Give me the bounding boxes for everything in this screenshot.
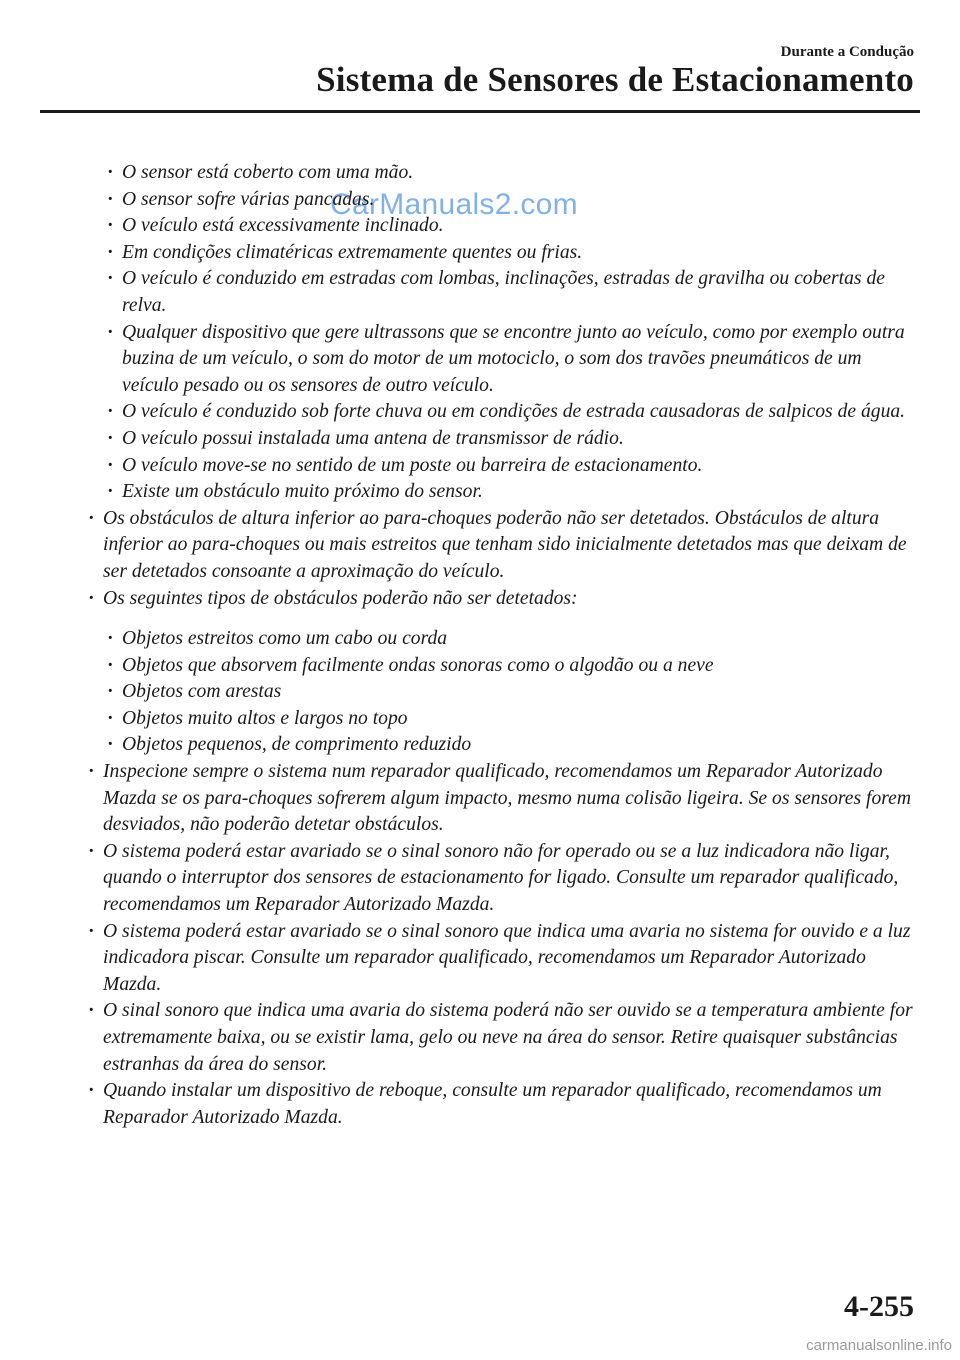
list-item: · Objetos estreitos como um cabo ou corda — [122, 626, 920, 653]
list-item: · Qualquer dispositivo que gere ultrassons que se encontre junto ao veículo, como por exemplo outra buzina de um veículo, o som do motor de um motociclo, o som dos travões pneumáticos de um veículo pesado ou os sensores de outro veículo. — [122, 320, 920, 400]
section-header: Durante a Condução — [780, 44, 914, 60]
list-item: · O veículo possui instalada uma antena de transmissor de rádio. — [122, 426, 920, 453]
list-item: · O veículo move-se no sentido de um poste ou barreira de estacionamento. — [122, 453, 920, 480]
list-item: · Objetos que absorvem facilmente ondas sonoras como o algodão ou a neve — [122, 653, 920, 680]
list-item: · Objetos com arestas — [122, 679, 920, 706]
list-item: · O sensor sofre várias pancadas. — [122, 187, 920, 214]
list-item: · O sistema poderá estar avariado se o sinal sonoro que indica uma avaria no sistema for ouvido e a luz indicadora piscar. Consulte um reparador qualificado, recomendamos um Reparador Autorizado Mazda. — [103, 919, 920, 999]
list-item: · Em condições climatéricas extremamente quentes ou frias. — [122, 240, 920, 267]
list-item: · O sistema poderá estar avariado se o sinal sonoro não for operado ou se a luz indicadora não ligar, quando o interruptor dos sensores de estacionamento for ligado. Consulte um reparador qualificado, recomendamos um Reparador Autorizado Mazda. — [103, 839, 920, 919]
list-item: · O veículo é conduzido sob forte chuva ou em condições de estrada causadoras de salpicos de água. — [122, 399, 920, 426]
list-item: · Quando instalar um dispositivo de reboque, consulte um reparador qualificado, recomendamos um Reparador Autorizado Mazda. — [103, 1078, 920, 1131]
list-item: · O veículo está excessivamente inclinado. — [122, 213, 920, 240]
list-item: · Objetos pequenos, de comprimento reduzido — [122, 732, 920, 759]
list-item: · O sinal sonoro que indica uma avaria do sistema poderá não ser ouvido se a temperatura ambiente for extremamente baixa, ou se existir lama, gelo ou neve na área do sensor. Retire quaisquer substâncias estranhas da área do sensor. — [103, 998, 920, 1078]
header-divider — [40, 110, 920, 113]
spacer — [0, 612, 960, 626]
site-watermark: carmanualsonline.info — [806, 1337, 952, 1354]
list-item: · Inspecione sempre o sistema num reparador qualificado, recomendamos um Reparador Autorizado Mazda se os para-choques sofrerem algum impacto, mesmo numa colisão ligeira. Se os sensores forem desviados, não poderão detetar obstáculos. — [103, 759, 920, 839]
body-content — [0, 160, 960, 1131]
list-item: · O sensor está coberto com uma mão. — [122, 160, 920, 187]
watermark-logo: CarManuals2.com — [330, 188, 578, 221]
page-number: 4-255 — [844, 1290, 914, 1323]
list-item: · Existe um obstáculo muito próximo do sensor. — [122, 479, 920, 506]
page-title: Sistema de Sensores de Estacionamento — [316, 60, 914, 99]
list-item: · Os obstáculos de altura inferior ao para-choques poderão não ser detetados. Obstáculos de altura inferior ao para-choques ou mais estreitos que tenham sido inicialmente detetados mas que deixam de ser detetados consoante a aproximação do veículo. — [103, 506, 920, 586]
list-item: · Objetos muito altos e largos no topo — [122, 706, 920, 733]
list-item: · O veículo é conduzido em estradas com lombas, inclinações, estradas de gravilha ou cobertas de relva. — [122, 266, 920, 319]
list-item: · Os seguintes tipos de obstáculos poderão não ser detetados: — [103, 586, 920, 613]
